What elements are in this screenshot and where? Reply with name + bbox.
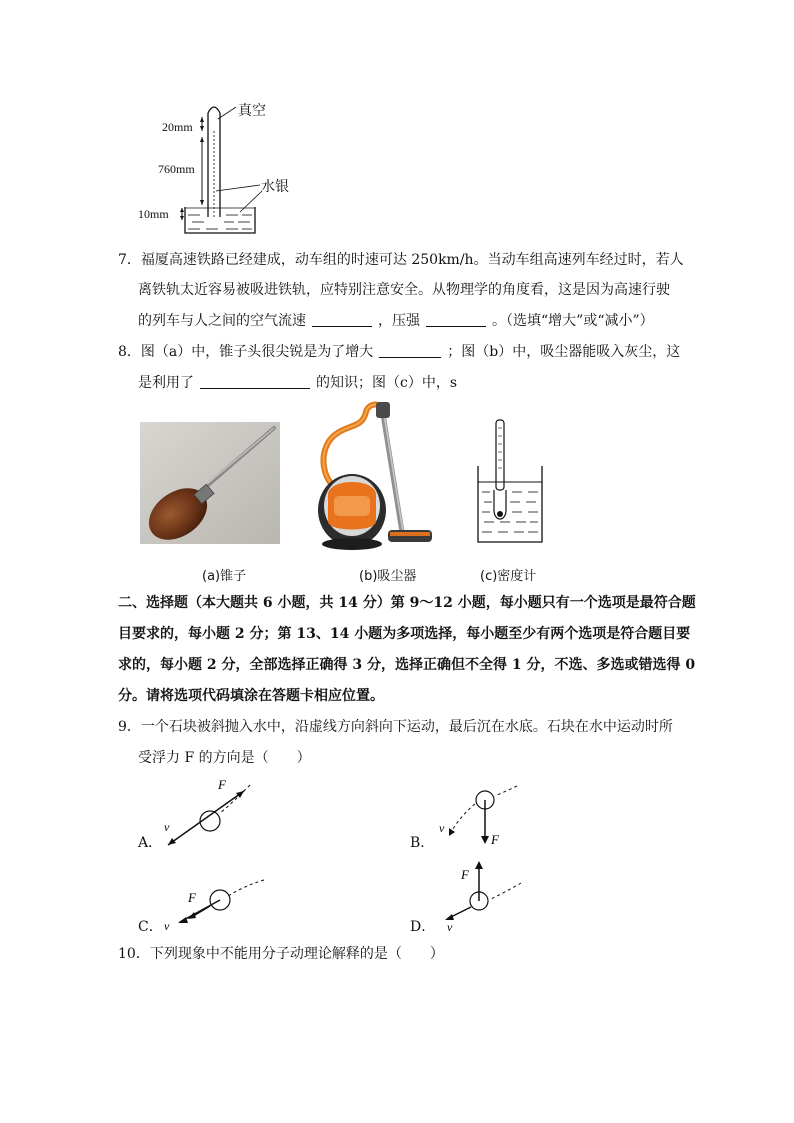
q7-line3 (138, 311, 654, 331)
q8-line2-b: 的知识；图（c）中，s (316, 375, 458, 391)
answer-blank-airspeed[interactable] (312, 312, 372, 327)
velocity-label: v (447, 920, 453, 934)
label-10mm: 10mm (138, 207, 169, 221)
awl-photo (140, 422, 280, 544)
q7-line3-c: 。（选填“增大”或“减小”） (492, 313, 654, 329)
label-20mm: 20mm (162, 120, 193, 134)
option-d-diagram[interactable] (435, 855, 525, 935)
answer-blank-awl[interactable] (379, 343, 441, 358)
vacuum-cleaner-photo (310, 398, 436, 554)
caption-hydrometer: (c)密度计 (480, 569, 537, 584)
section2-line3: 求的，每小题 2 分，全部选择正确得 3 分，选择正确但不全得 1 分，不选、多选或错选得 0 (118, 657, 696, 673)
caption-awl: (a)锥子 (202, 569, 247, 584)
force-label: F (491, 832, 499, 847)
q8-line1-b: ；图（b）中，吸尘器能吸入灰尘，这 (447, 344, 681, 360)
q7-line3-a: 的列车与人之间的空气流速 (138, 313, 306, 329)
option-c-diagram[interactable] (160, 872, 270, 934)
q7-line2: 离铁轨太近容易被吸进铁轨，应特别注意安全。从物理学的角度看，这是因为高速行驶 (138, 282, 670, 298)
option-b-diagram[interactable] (435, 780, 525, 855)
velocity-label: v (164, 820, 170, 834)
velocity-label: v (439, 821, 445, 835)
force-label: F (188, 890, 196, 905)
option-c-label[interactable]: C． (138, 919, 163, 935)
answer-blank-vacuum[interactable] (200, 374, 310, 389)
answer-blank-pressure[interactable] (426, 312, 486, 327)
q7-line1: 7．福厦高速铁路已经建成，动车组的时速可达 250km/h。当动车组高速列车经过时，若人 (118, 252, 684, 268)
option-d-label[interactable]: D． (410, 919, 436, 935)
q8-line1 (118, 342, 680, 362)
q9-line2: 受浮力 F 的方向是（ ） (138, 750, 311, 766)
option-a-diagram[interactable] (160, 775, 270, 850)
q7-line3-b: ，压强 (378, 313, 420, 329)
section2-line1: 二、选择题（本大题共 6 小题，共 14 分）第 9～12 小题，每小题只有一个选项是最符合题 (118, 595, 696, 611)
hydrometer-diagram (470, 418, 550, 546)
option-a-label[interactable]: A． (138, 835, 163, 851)
q8-line2 (138, 373, 457, 393)
section2-line2: 目要求的，每小题 2 分；第 13、14 小题为多项选择，每小题至少有两个选项是符合题目要 (118, 626, 691, 642)
label-mercury: 水银 (261, 180, 289, 195)
option-b-label[interactable]: B． (410, 835, 435, 851)
caption-vacuum: (b)吸尘器 (359, 569, 417, 584)
label-vacuum: 真空 (238, 104, 266, 119)
label-760mm: 760mm (158, 162, 195, 176)
section2-line4: 分。请将选项代码填涂在答题卡相应位置。 (118, 688, 384, 704)
q8-line2-a: 是利用了 (138, 375, 194, 391)
q9-line1: 9．一个石块被斜抛入水中，沿虚线方向斜向下运动，最后沉在水底。石块在水中运动时所 (118, 719, 673, 735)
q8-line1-a: 8．图（a）中，锥子头很尖锐是为了增大 (118, 344, 374, 360)
q10-line1: 10．下列现象中不能用分子动理论解释的是（ ） (118, 946, 444, 962)
velocity-label: v (164, 919, 170, 933)
force-label: F (218, 777, 226, 792)
force-label: F (461, 867, 469, 882)
